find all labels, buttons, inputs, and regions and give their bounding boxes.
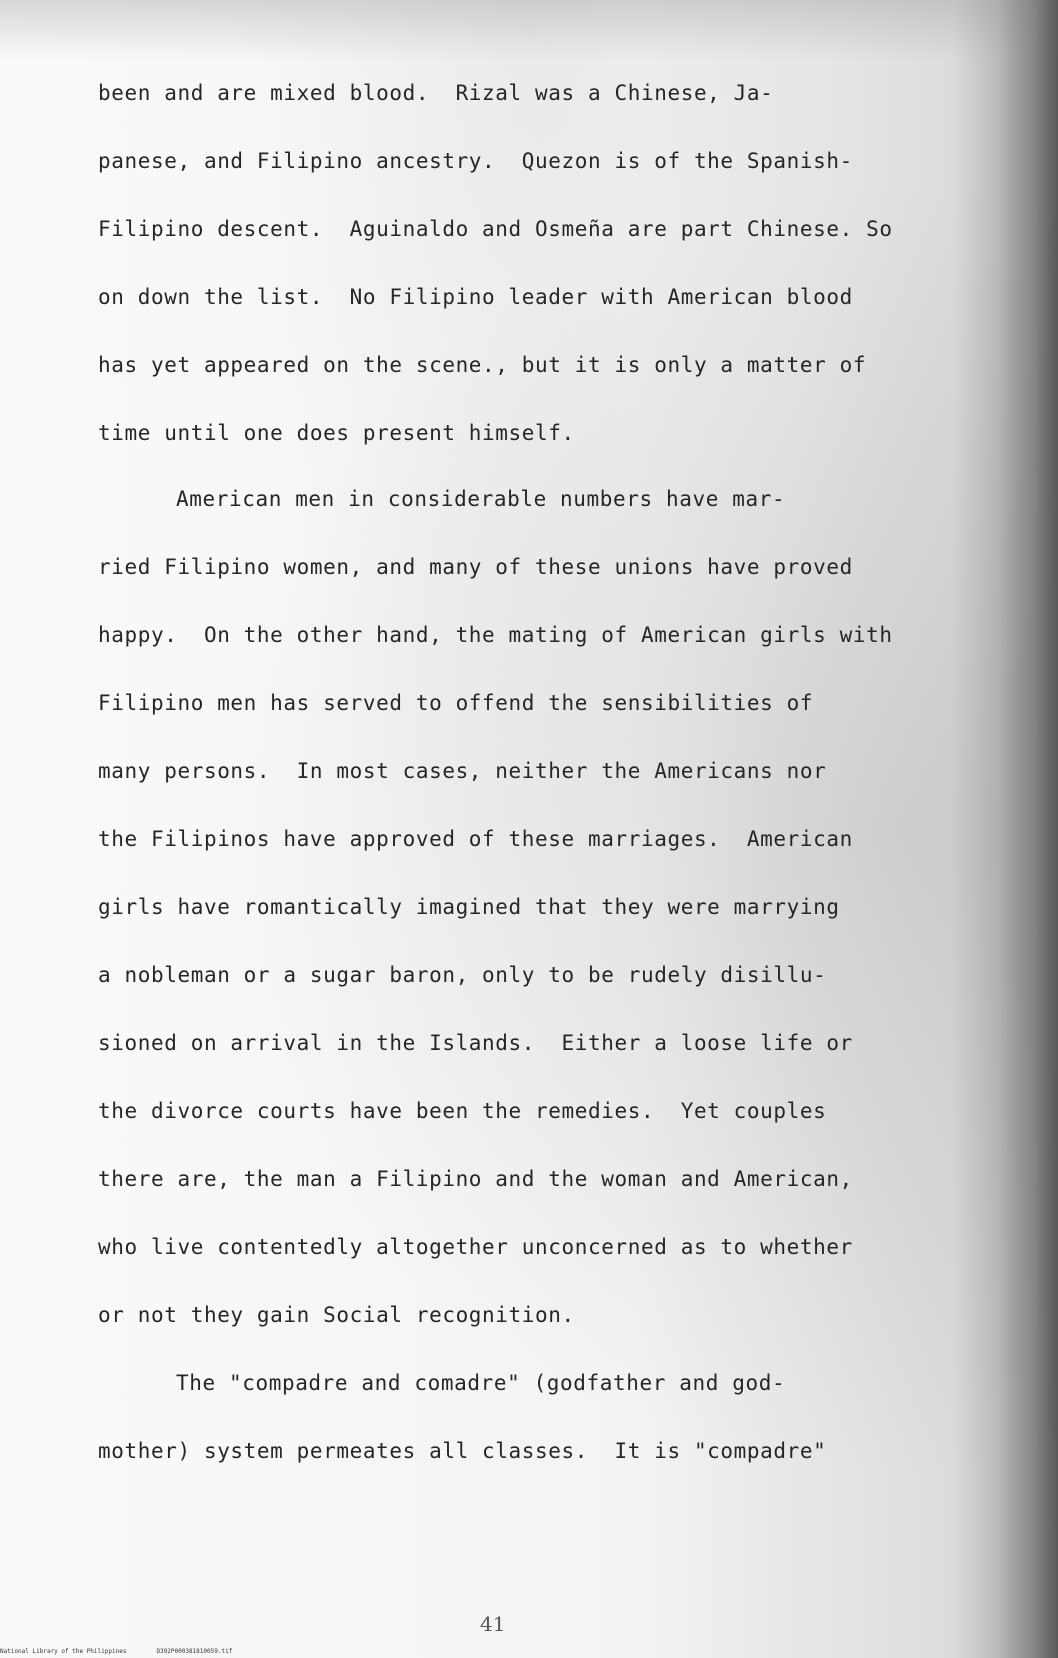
text-line: happy. On the other hand, the mating of American girls with [98, 623, 893, 647]
text-line: has yet appeared on the scene., but it is only a matter of [98, 353, 867, 377]
scan-top-shadow [0, 0, 1058, 60]
text-line: there are, the man a Filipino and the woman and American, [98, 1167, 853, 1191]
text-line: many persons. In most cases, neither the Americans nor [98, 759, 827, 783]
paragraph-first-line: American men in considerable numbers have mar- [176, 487, 786, 511]
text-line: Filipino descent. Aguinaldo and Osmeña are part Chinese. So [98, 217, 893, 241]
page-number: 41 [480, 1612, 506, 1636]
text-line: been and are mixed blood. Rizal was a Chinese, Ja- [98, 81, 774, 105]
text-line: ried Filipino women, and many of these unions have proved [98, 555, 853, 579]
scan-edge-shadow [998, 0, 1058, 1658]
text-line: on down the list. No Filipino leader with American blood [98, 285, 853, 309]
text-line: the divorce courts have been the remedies. Yet couples [98, 1099, 827, 1123]
paragraph-first-line: The "compadre and comadre" (godfather and god- [176, 1371, 786, 1395]
text-line: sioned on arrival in the Islands. Either a loose life or [98, 1031, 853, 1055]
text-line: or not they gain Social recognition. [98, 1303, 575, 1327]
text-line: who live contentedly altogether unconcerned as to whether [98, 1235, 853, 1259]
text-line: mother) system permeates all classes. It is "compadre" [98, 1439, 827, 1463]
text-line: girls have romantically imagined that they were marrying [98, 895, 840, 919]
text-line: time until one does present himself. [98, 421, 575, 445]
scan-footer [0, 1648, 232, 1655]
text-line: panese, and Filipino ancestry. Quezon is of the Spanish- [98, 149, 853, 173]
footer-library: National Library of the Philippines [0, 1648, 127, 1655]
text-line: the Filipinos have approved of these marriages. American [98, 827, 853, 851]
footer-filename: D392P000381810059.tif [156, 1648, 233, 1655]
text-line: Filipino men has served to offend the sensibilities of [98, 691, 814, 715]
text-line: a nobleman or a sugar baron, only to be rudely disillu- [98, 963, 827, 987]
